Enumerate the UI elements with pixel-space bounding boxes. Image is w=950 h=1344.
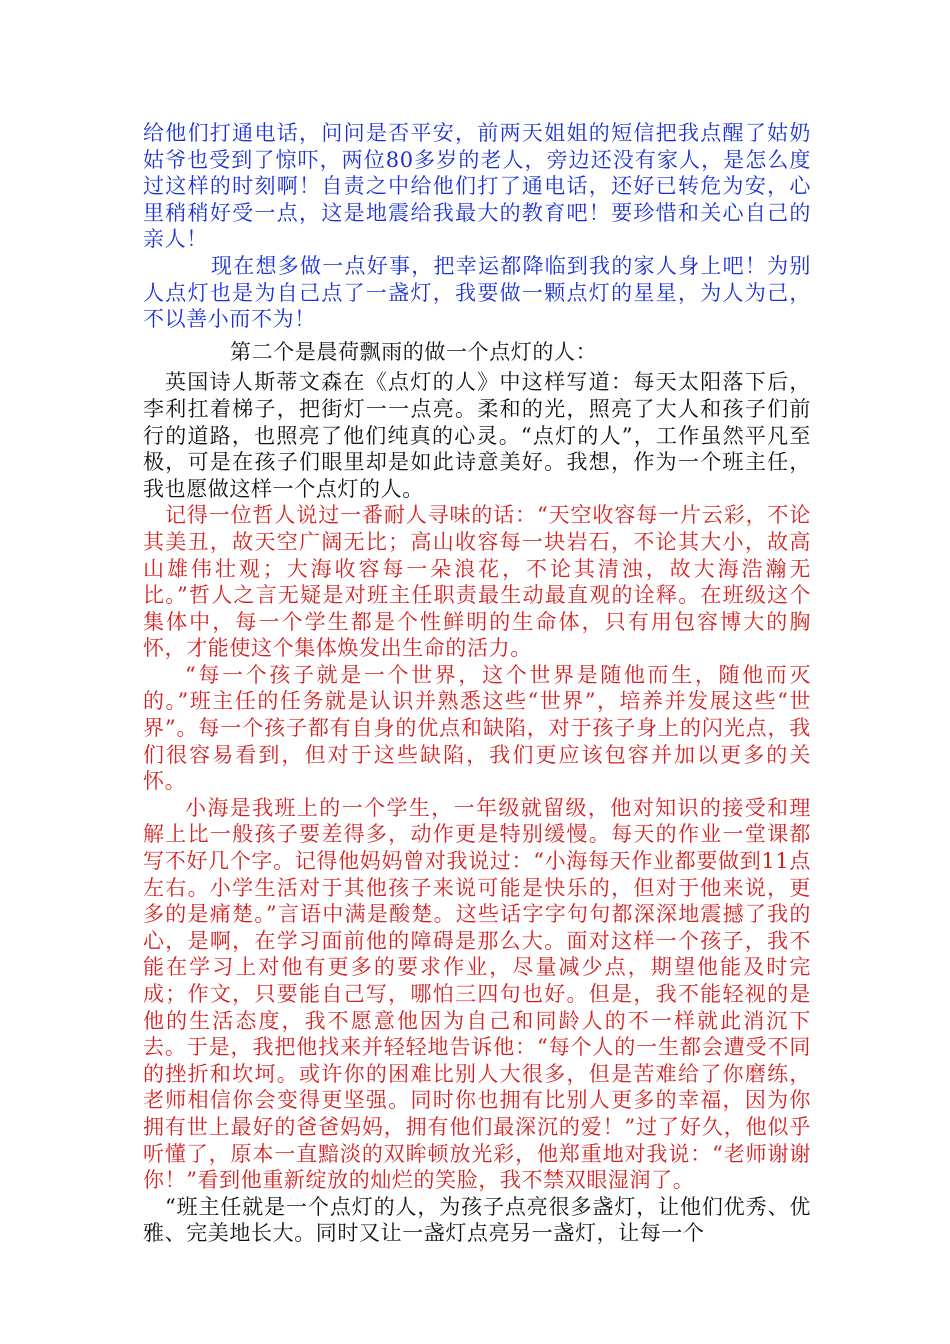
paragraph-class-teacher-lamp: “班主任就是一个点灯的人，为孩子点亮很多盏灯，让他们优秀、优雅、完美地长大。同时又让一盏灯点亮另一盏灯，让每一个 [143,1194,811,1246]
paragraph-xiaohai-story: 小海是我班上的一个学生，一年级就留级，他对知识的接受和理解上比一般孩子要差得多，动作更是特别缓慢。每天的作业一堂课都写不好几个字。记得他妈妈曾对我说过：“小海每天作业都要做到11点左右。小学生活对于其他孩子来说可能是快乐的，但对于他来说，更多的是痛楚。”言语中满是酸楚。这些话字字句句都深深地震撼了我的心，是啊，在学习面前他的障碍是那么大。面对这样一个孩子，我不能在学习上对他有更多的要求作业，尽量减少点，期望他能及时完成；作文，只要能自己写，哪怕三四句也好。但是，我不能轻视的是他的生活态度，我不愿意他因为自己和同龄人的不一样就此消沉下去。于是，我把他找来并轻轻地告诉他：“每个人的一生都会遭受不同的挫折和坎坷。或许你的困难比别人大很多，但是苦难给了你磨练，老师相信你会变得更坚强。同时你也拥有比别人更多的幸福，因为你拥有世上最好的爸爸妈妈，拥有他们最深沉的爱！”过了好久，他似乎听懂了，原本一直黯淡的双眸顿放光彩，他郑重地对我说：“老师谢谢你！”看到他重新绽放的灿烂的笑脸，我不禁双眼湿润了。 [143,795,811,1193]
section-heading: 第二个是晨荷飘雨的做一个点灯的人： [230,339,598,364]
paragraph-earthquake-call: 给他们打通电话，问问是否平安，前两天姐姐的短信把我点醒了姑奶姑爷也受到了惊吓，两位80多岁的老人，旁边还没有家人，是怎么度过这样的时刻啊！自责之中给他们打了通电话，还好已转危为安，心里稍稍好受一点，这是地震给我最大的教育吧！要珍惜和关心自己的亲人！ [143,121,811,252]
paragraph-good-deeds: 现在想多做一点好事，把幸运都降临到我的家人身上吧！为别人点灯也是为自己点了一盏灯，我要做一颗点灯的星星，为人为己，不以善小而不为！ [143,253,811,332]
paragraph-each-child-world: “每一个孩子就是一个世界，这个世界是随他而生，随他而灭的。”班主任的任务就是认识并熟悉这些“世界”，培养并发展这些“世界”。每一个孩子都有自身的优点和缺陷，对于孩子身上的闪光点，我们很容易看到，但对于这些缺陷，我们更应该包容并加以更多的关怀。 [143,662,811,794]
document-body [143,120,811,1247]
paragraph-lamplighter-poem: 英国诗人斯蒂文森在《点灯的人》中这样写道：每天太阳落下后，李利扛着梯子，把街灯一一点亮。柔和的光，照亮了大人和孩子们前行的道路，也照亮了他们纯真的心灵。“点灯的人”，工作虽然平凡至极，可是在孩子们眼里却是如此诗意美好。我想，作为一个班主任，我也愿做这样一个点灯的人。 [143,370,811,501]
paragraph-philosopher-quote: 记得一位哲人说过一番耐人寻味的话：“天空收容每一片云彩，不论其美丑，故天空广阔无比；高山收容每一块岩石，不论其大小，故高山雄伟壮观；大海收容每一朵浪花，不论其清浊，故大海浩瀚无比。”哲人之言无疑是对班主任职责最生动最直观的诠释。在班级这个集体中，每一个学生都是个性鲜明的生命体，只有用包容博大的胸怀，才能使这个集体焕发出生命的活力。 [143,503,811,661]
